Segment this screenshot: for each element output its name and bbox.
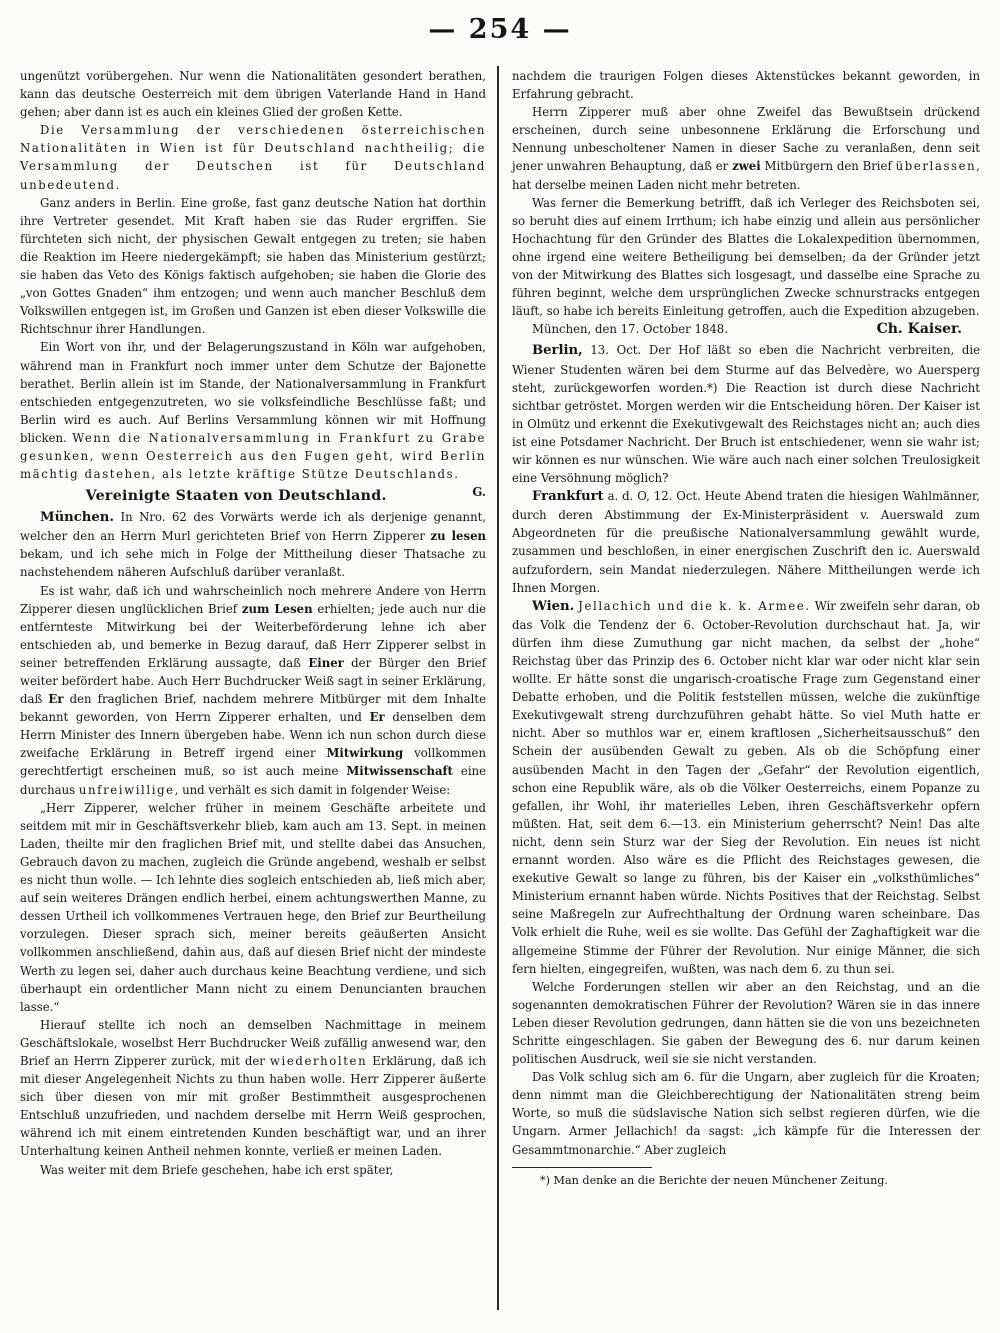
quotation-paragraph: „Herr Zipperer, welcher früher in meinem Geschäfte arbeitete und seitdem mit mir in Geschäftsverkehr blieb, kam auch am 13. Sept. in meinen Laden, theilte mir den fraglichen Brief mit, und stellte dabei das Ansuchen, Gebrauch davon zu machen, zugleich die Gründe angebend, weshalb er selbst es nicht thun wolle. — Ich lehnte dies sogleich entschieden ab, ließ mich aber, auf sein weiteres Drängen endlich herbei, einem achtungswerthen Manne, zu dessen Urtheil ich vollkommenes Vertrauen hege, den Brief zur Beurtheilung vorzulegen. Dieser sprach sich, meiner bereits geäußerten Ansicht vollkommen anschließend, dahin aus, daß auf diesen Brief nicht der mindeste Werth zu legen sei, daher auch durchaus keine Beachtung verdiene, und sich überhaupt ein ordentlicher Mann nicht zu einem Denuncianten brauchen lasse.“ (20, 800, 486, 1014)
emphasis: Mitwirkung (326, 746, 404, 761)
paragraph: Ganz anders in Berlin. Eine große, fast ganz deutsche Nation hat dorthin ihre Vertreter gesendet. Mit Kraft haben sie das Ruder ergriffen. Sie fürchteten sich nicht, der physischen Gewalt entgegen zu treten; sie haben die Reaktion im Heere niedergekämpft; sie haben das Ministerium gestürzt; sie haben das Veto des Königs faktisch aufgehoben; sie haben die Glorie des „von Gottes Gnaden“ ihm entzogen; und wenn auch mancher Beschluß dem Volkswillen entgegen ist, im Großen und Ganzen ist eben dieser Volkswille die Richtschnur ihrer Handlungen. (20, 195, 486, 337)
left-column (20, 67, 486, 1179)
dateline (512, 320, 980, 338)
paragraph: Was ferner die Bemerkung betrifft, daß ich Verleger des Reichsboten sei, so beruht dies auf einem Irrthum; ich habe einzig und allein aus persönlicher Hochachtung für den Gründer des Blattes die Lokalexpedition übernommen, ohne irgend eine weitere Betheiligung bei demselben; da der Gründer jetzt von der Mitwirkung des Blattes sich losgesagt, und dasselbe eine Sprache zu führen beginnt, welche dem ursprünglichen Zwecke schnurstracks entgegen läuft, so habe ich bereits Einleitung getroffen, auch die Expedition abzugeben. (512, 195, 980, 319)
dateline-place: München. (40, 510, 114, 526)
text: bekam, und ich sehe mich in Folge der Mittheilung dieser Thatsache zu nachstehendem näheren Aufschluß darüber veranlaßt. (20, 547, 486, 580)
paragraph (512, 487, 980, 597)
spaced-text: überlassen (895, 159, 977, 174)
paragraph: ungenützt vorübergehen. Nur wenn die Nationalitäten gesondert berathen, kann das deutsche Oesterreich mit dem übrigen Vaterlande Hand in Hand gehen; aber dann ist es auch ein kleines Glied der großen Kette. (20, 69, 486, 120)
emphasis: Er (48, 692, 64, 707)
section-heading: Vereinigte Staaten von Deutschland. (85, 488, 387, 505)
emphasis: zwei (732, 159, 761, 174)
text: Erklärung, daß ich mit dieser Angelegenheit Nichts zu thun haben wolle. Herr Zipperer äußerte sich über diesen von mir mit großer Bestimmtheit ausgesprochenen Entschluß unzufrieden, und nachdem derselbe mit Herrn Weiß gesprochen, während ich mit einem eintretenden Kunden beschäftigt war, und an ihrer Unterhaltung keinen Antheil nehmen konnte, verließ er meinen Laden. (20, 1053, 487, 1159)
paragraph (20, 1016, 486, 1161)
paragraph (512, 597, 980, 978)
author-initial: G. (472, 485, 486, 500)
emphasis: zu lesen (430, 529, 486, 544)
text: erhielten; jede auch nur die entfernteste Mitwirkung bei der Weiterbeförderung lehne ich aber entschieden ab, und bemerke in Bezug darauf, daß Herr Zipperer selbst in seiner betreffenden Erklärung aussagte, daß (20, 601, 486, 670)
text: eine durchaus (20, 764, 487, 797)
text: Herrn Zipperer muß aber ohne Zweifel das Bewußtsein drückend erscheinen, durch seine unbesonnene Erklärung die Erforschung und Nennung unbescholtener Namen in dieser Sache zu veranlaßen, denn seit jener unwahren Behauptung, daß er (512, 105, 980, 174)
emphasis: Einer (308, 655, 344, 670)
text: vollkommen gerechtfertigt erscheinen muß, so ist auch meine (20, 746, 486, 779)
paragraph (20, 508, 486, 581)
text: In Nro. 62 des Vorwärts werde ich als derjenige genannt, welcher den an Herrn Murl gerichteten Brief von Herrn Zipperer (20, 510, 487, 544)
text: der Bürger den Brief weiter befördert habe. Auch Herr Buchdrucker Weiß sagt in seiner Erklärung, daß (20, 655, 487, 707)
emphasis: Er (369, 710, 385, 725)
spaced-text: Jellachich und die k. k. Armee. (578, 598, 811, 613)
dateline-place: Wien. (532, 598, 575, 614)
paragraph: Welche Forderungen stellen wir aber an den Reichstag, und an die sogenannten demokratischen Führer der Revolution? Wären sie in das innere Leben dieser Revolution gedrungen, dann hätten sie die von uns bezeichneten Schritte eingeschlagen. Sie gaben der Bewegung des 6. nur darum keinen politischen Ausdruck, weil sie sie nicht verstanden. (512, 979, 980, 1067)
text: Mitbürgern den Brief (764, 159, 892, 174)
paragraph: Das Volk schlug sich am 6. für die Ungarn, aber zugleich für die Kroaten; denn nimmt man die Gleichberechtigung der Nationalitäten streng beim Worte, so muß die südslavische Nation sich selbst regieren dürfen, wie die Ungarn. Armer Jellachich! da sagst: „ich kämpfe für die Interessen der Gesammtmonarchie.“ Aber zugleich (512, 1070, 980, 1157)
right-column (512, 67, 980, 1190)
text: a. d. O, 12. Oct. Heute Abend traten die hiesigen Wahlmänner, durch deren Abstimmung der Ex-Ministerpräsident v. Auerswald zum Abgeordneten für die preußische Nationalversammlung gewählt wurde, zusammen und beschloßen, in einer energischen Zuschrift den ic. Auerswald aufzufordern, sein Mandat niederzulegen. Nähere Mittheilungen werde ich Ihnen Morgen. (512, 489, 980, 595)
text: Ein Wort von ihr, und der Belagerungszustand in Köln war aufgehoben, während man in Frankfurt noch immer unter dem Schutze der Bajonette berathet. Berlin allein ist im Stande, der Nationalversammlung in Frankfurt entschieden entgegenzutreten, wo sie volksfeindliche Beschlüsse faßt; und Berlin wird es auch. Auf Berlins Versammlung können wir mit Hoffnung blicken. (20, 340, 486, 445)
spaced-text: Wenn die Nationalversammlung in Frankfurt zu Grabe gesunken, wenn Oesterreich aus den Fugen geht, wird Berlin mächtig dastehen, als letzte kräftige Stütze Deutschlands. (20, 430, 486, 482)
text: Wir zweifeln sehr daran, ob das Volk die Tendenz der 6. October-Revolution durchschaut hat. Ja, wir dürfen ihm diese Zumuthung gar nicht machen, da selbst der „hohe“ Reichstag über das Prinzip des 6. October nicht klar war oder nicht klar sein wollte. Er hätte sonst die ungarisch-croatische Frage zum Gegenstand einer Debatte erhoben, und die Politik feststellen müssen, welche die zukünftige Exekutivgewalt streng durchzuführen gehabt hätte. So viel Muth hatte er nicht. Aber so muthlos war er, einem kraftlosen „Sicherheitsausschuß“ den Schein der ausübenden Gewalt zu geben. Als ob die Schöpfung einer ausübenden Macht in den Tagen der „Gefahr“ der Revolution eigentlich, schon eine Republik wäre, als ob die Völker Oesterreichs, einem Popanze zu gefallen, ihr Wohl, ihr materielles Leben, ihren Geschäftsverkehr opfern müßten. Hat, seit dem 6.—13. ein Ministerium geherrscht? Nein! Das alte nicht, denn sein Sturz war der Sieg der Revolution. Ein neues ist nicht ernannt worden. Also wäre es die Pflicht des Reichstages gewesen, die exekutive Gewalt so lange zu führen, bis der Kaiser ein „volksthümliches“ Ministerium ernannt haben würde. Nichts Positives that der Reichstag. Selbst seine Maßregeln zur Aufrechthaltung der Ordnung waren scheinbare. Das Volk erhielt die Ruhe, weil es sie wollte. Das Gefühl der Zaghaftigkeit war die allgemeine Stimme der Führer der Revolution. Nur einige Männer, die sich fern hielten, eingegreifen, wußten, was nach dem 6. zu thun sei. (512, 598, 980, 976)
page-number: — 254 — (428, 14, 572, 45)
spaced-text: wiederholten (269, 1053, 368, 1068)
footnote: *) Man denke an die Berichte der neuen Münchener Zeitung. (540, 1173, 888, 1187)
paragraph: Die Versammlung der verschiedenen österreichischen Nationalitäten in Wien ist für Deutschland nachtheilig; die Versammlung der Deutschen ist für Deutschland unbedeutend. (20, 123, 486, 192)
text: den fraglichen Brief, nachdem mehrere Mitbürger mit dem Inhalte bekannt geworden, von Herrn Zipperer erhalten, und (20, 692, 486, 725)
emphasis: Mitwissenschaft (346, 764, 453, 779)
dateline-place: Frankfurt (532, 489, 604, 505)
footnote-rule (512, 1167, 652, 1168)
signature: Ch. Kaiser. (876, 321, 962, 338)
text: , hat derselbe meinen Laden nicht mehr betreten. (512, 159, 981, 192)
text: Hierauf stellte ich noch an demselben Nachmittage in meinem Geschäftslokale, woselbst Herr Buchdrucker Weiß zufällig anwesend war, den Brief an Herrn Zipperer zurück, mit der (20, 1017, 486, 1068)
emphasis: zum Lesen (241, 601, 313, 616)
paragraph (512, 103, 980, 193)
paragraph: nachdem die traurigen Folgen dieses Aktenstückes bekannt geworden, in Erfahrung gebracht. (512, 69, 980, 102)
text: 13. Oct. Der Hof läßt so eben die Nachricht verbreiten, die Wiener Studenten wären bei dem Sturme auf das Belvedère, wo Auersperg steht, zurückgeworfen worden.*) Die Reaction ist durch diese Nachricht sichtbar getröstet. Morgen werden wir die Entscheidung hören. Der Kaiser ist in Olmütz und erkennt die Exekutivgewalt des Reichstages nicht an; auch dies ist eine Potsdamer Nachricht. Der Bruch ist entschiedener, wenn sie wahr ist; wir können es nur wünschen. Wie wäre auch nach einer solchen Treulosigkeit eine Versöhnung möglich? (512, 343, 980, 486)
text: , und verhält es sich damit in folgender Weise: (174, 782, 451, 797)
paragraph (512, 341, 980, 487)
paragraph: Was weiter mit dem Briefe geschehen, habe ich erst später, (40, 1162, 394, 1177)
column-divider (497, 66, 499, 1310)
dateline-place: Berlin, (532, 343, 583, 359)
date: München, den 17. October 1848. (532, 322, 728, 337)
spaced-text: unfreiwillige (78, 782, 175, 797)
text: denselben dem Herrn Minister des Innern übergeben habe. Wenn ich nun schon durch diese zweifache Erklärung in Betreff irgend einer (20, 710, 487, 761)
text: Es ist wahr, daß ich und wahrscheinlich noch mehrere Andere von Herrn Zipperer diesen unglücklichen Brief (20, 583, 486, 616)
paragraph (20, 582, 486, 799)
